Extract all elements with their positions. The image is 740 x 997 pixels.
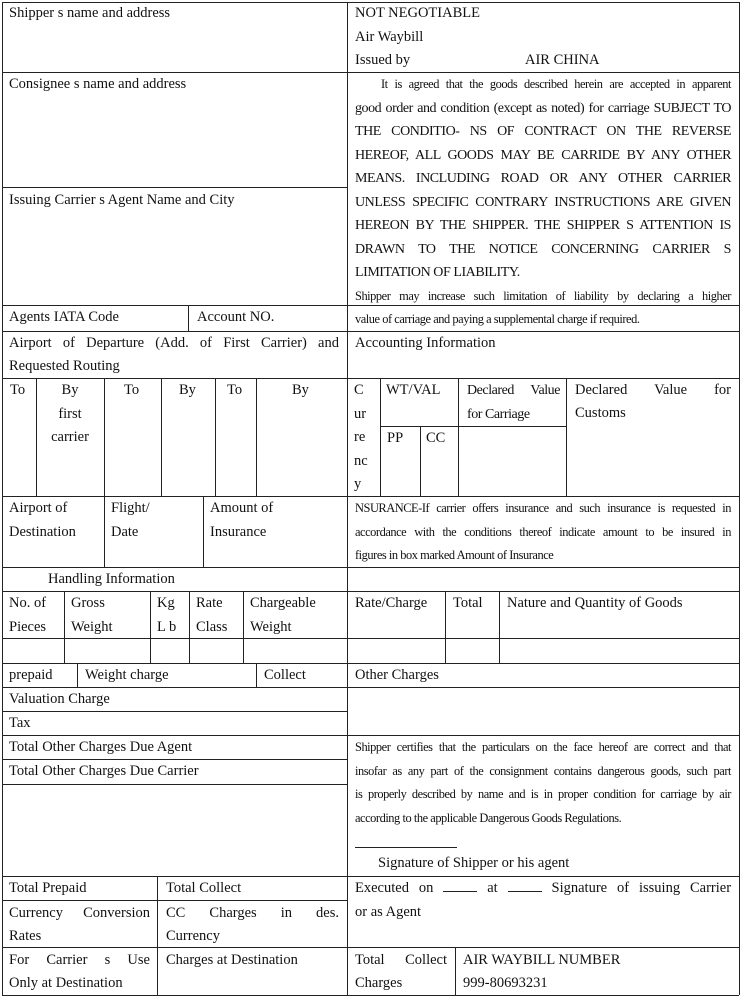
declared-carriage-line: for Carriage bbox=[467, 406, 530, 422]
rule bbox=[77, 663, 78, 687]
certification-line: according to the applicable Dangerous Goods Regulations. bbox=[355, 810, 622, 825]
declared-carriage-line: Declared Value bbox=[467, 383, 560, 398]
rule bbox=[189, 591, 190, 663]
agreement-text bbox=[355, 73, 731, 332]
flight-date-line: Flight/ bbox=[111, 500, 150, 516]
routing-by-line: carrier bbox=[51, 429, 89, 445]
kg-lb-line: L b bbox=[157, 618, 177, 635]
gross-weight-header bbox=[71, 592, 113, 639]
currency-fragment: ur bbox=[354, 405, 367, 422]
executed-place-field[interactable] bbox=[508, 878, 542, 892]
chargeable-weight-line: Chargeable bbox=[250, 595, 316, 611]
weight-charge-label: Weight charge bbox=[85, 667, 169, 683]
rule bbox=[2, 2, 3, 995]
increase-liability-line: value of carriage and paying a supplemental charge if required. bbox=[355, 312, 640, 326]
pp-label: PP bbox=[387, 430, 404, 446]
chargeable-weight-header bbox=[250, 592, 316, 639]
currency-fragment: re bbox=[354, 429, 366, 445]
at-label: at bbox=[487, 880, 498, 896]
air-waybill-title: Air Waybill bbox=[355, 29, 424, 45]
or-as-agent-label: or as Agent bbox=[355, 904, 422, 920]
routing-by-2: By bbox=[179, 382, 196, 398]
total-collect-charges-line2: Charges bbox=[355, 975, 403, 991]
collect-label: Collect bbox=[264, 667, 306, 683]
routing-to-1: To bbox=[10, 382, 26, 398]
rule bbox=[458, 378, 459, 496]
rule bbox=[2, 187, 347, 188]
rule bbox=[499, 591, 500, 663]
routing-by-line: first bbox=[58, 405, 82, 422]
routing-to-3: To bbox=[227, 382, 243, 398]
certification-line: insofar as any part of the consignment contains dangerous goods, such part bbox=[355, 763, 731, 778]
amount-insurance-label bbox=[210, 497, 273, 544]
account-no-label: Account NO. bbox=[197, 309, 275, 325]
tax-label: Tax bbox=[9, 715, 31, 731]
routing-by-first-carrier bbox=[37, 379, 103, 450]
shipper-name-address-label: Shipper s name and address bbox=[9, 5, 171, 21]
currency-fragment: y bbox=[354, 476, 362, 492]
agents-iata-code-label: Agents IATA Code bbox=[9, 309, 119, 325]
amount-insurance-line: Insurance bbox=[210, 523, 267, 540]
gross-weight-line: Weight bbox=[71, 618, 113, 635]
rule bbox=[157, 876, 158, 995]
currency-conversion-line1: Currency Conversion bbox=[9, 905, 150, 921]
consignee-name-address-label: Consignee s name and address bbox=[9, 76, 187, 92]
insurance-line: figures in box marked Amount of Insurance bbox=[355, 548, 554, 562]
nature-quantity-header: Nature and Quantity of Goods bbox=[507, 595, 683, 611]
rule bbox=[380, 378, 381, 496]
chargeable-weight-line: Weight bbox=[250, 618, 292, 635]
cc-charges-line2: Currency bbox=[166, 928, 220, 944]
total-other-charges-agent-label: Total Other Charges Due Agent bbox=[9, 739, 193, 755]
rule bbox=[2, 638, 739, 639]
insurance-text bbox=[355, 497, 731, 568]
departure-label-line1: Airport of Departure (Add. of First Carrier) and bbox=[9, 335, 339, 351]
rule bbox=[243, 591, 244, 663]
accounting-information-label: Accounting Information bbox=[355, 335, 496, 351]
shipper-signature-line[interactable] bbox=[355, 847, 457, 848]
other-charges-label: Other Charges bbox=[355, 667, 439, 683]
rule bbox=[256, 378, 257, 496]
cc-charges-line1: CC Charges in des. bbox=[166, 905, 339, 921]
executed-on-label: Executed on bbox=[355, 880, 434, 896]
agreement-line: It is agreed that the goods described herein are accepted in apparent bbox=[381, 77, 731, 91]
wt-val-label: WT/VAL bbox=[386, 382, 441, 398]
kg-lb-header bbox=[157, 592, 176, 639]
total-other-charges-carrier-label: Total Other Charges Due Carrier bbox=[9, 763, 199, 779]
declared-value-carriage-label bbox=[467, 379, 560, 426]
rate-class-line: Rate bbox=[196, 595, 223, 611]
destination-line: Destination bbox=[9, 523, 76, 540]
rule bbox=[445, 591, 446, 663]
agreement-line: THE CONDITIO- NS OF CONTRACT ON THE REVERSE bbox=[355, 124, 731, 139]
executed-on-line bbox=[355, 877, 731, 901]
rule bbox=[161, 378, 162, 496]
rule bbox=[455, 947, 456, 995]
total-collect-charges-line1: Total Collect bbox=[355, 952, 447, 968]
agreement-line: HEREOF, ALL GOODS MAY BE CARRIDE BY ANY OTHER bbox=[355, 147, 731, 163]
certification-line: Shipper certifies that the particulars on the face hereof are correct and that bbox=[355, 740, 731, 754]
agreement-line: LIMITATION OF LIABILITY. bbox=[355, 265, 520, 280]
destination-label bbox=[9, 497, 76, 544]
carrier-use-line1: For Carrier s Use bbox=[9, 952, 150, 968]
pieces-header-line: No. of bbox=[9, 595, 47, 611]
amount-insurance-line: Amount of bbox=[210, 500, 274, 516]
currency-label bbox=[354, 379, 368, 497]
valuation-charge-label: Valuation Charge bbox=[9, 691, 110, 707]
carrier-name: AIR CHINA bbox=[525, 52, 600, 68]
increase-liability-line: Shipper may increase such limitation of liability by declaring a higher bbox=[355, 288, 731, 303]
rule bbox=[420, 426, 421, 496]
rule bbox=[215, 378, 216, 496]
prepaid-label: prepaid bbox=[9, 667, 53, 683]
rate-charge-header: Rate/Charge bbox=[355, 595, 428, 611]
destination-line: Airport of bbox=[9, 500, 68, 516]
rule bbox=[380, 426, 566, 427]
kg-lb-line: Kg bbox=[157, 595, 175, 611]
currency-fragment: C bbox=[354, 382, 364, 398]
declared-value-customs-line2: Customs bbox=[575, 405, 626, 421]
insurance-line: accordance with the conditions thereof indicate amount to be insured in bbox=[355, 524, 731, 539]
rate-class-header bbox=[196, 592, 227, 639]
flight-date-label bbox=[111, 497, 150, 544]
rule bbox=[256, 663, 257, 687]
departure-label-line2: Requested Routing bbox=[9, 358, 120, 374]
certification-line: is properly described by name and is in proper condition for carriage by air bbox=[355, 787, 731, 801]
executed-date-field[interactable] bbox=[443, 878, 477, 892]
agreement-line: HEREON BY THE SHIPPER. THE SHIPPER S ATTENTION IS bbox=[355, 218, 731, 233]
issuing-agent-label: Issuing Carrier s Agent Name and City bbox=[9, 192, 235, 208]
agreement-line: DRAWN TO THE NOTICE CONCERNING CARRIER S bbox=[355, 241, 731, 257]
rate-class-line: Class bbox=[196, 618, 228, 635]
routing-by-3: By bbox=[292, 382, 309, 398]
awb-number: 999-80693231 bbox=[463, 975, 548, 991]
issued-by-label: Issued by bbox=[355, 52, 411, 68]
awb-number-label: AIR WAYBILL NUMBER bbox=[463, 952, 621, 968]
rule bbox=[104, 378, 105, 496]
rule bbox=[2, 947, 739, 948]
gross-weight-line: Gross bbox=[71, 595, 105, 611]
carrier-use-line2: Only at Destination bbox=[9, 975, 123, 991]
insurance-line: NSURANCE-If carrier offers insurance and such insurance is requested in bbox=[355, 501, 731, 515]
agreement-line: MEANS. INCLUDING ROAD OR ANY OTHER CARRIER bbox=[355, 171, 731, 186]
total-header: Total bbox=[453, 595, 483, 611]
cc-label: CC bbox=[426, 430, 446, 446]
rule bbox=[203, 496, 204, 567]
pieces-header-line: Pieces bbox=[9, 618, 47, 635]
declared-value-customs-line1: Declared Value for bbox=[575, 382, 731, 398]
signature-shipper-label: Signature of Shipper or his agent bbox=[378, 855, 570, 871]
not-negotiable-label: NOT NEGOTIABLE bbox=[355, 5, 480, 21]
rule bbox=[188, 305, 189, 331]
pieces-header bbox=[9, 592, 46, 639]
agreement-line: good order and condition (except as noted) for carriage SUBJECT TO bbox=[355, 100, 731, 116]
currency-fragment: nc bbox=[354, 452, 368, 469]
routing-to-2: To bbox=[124, 382, 140, 398]
signature-carrier-label: Signature of issuing Carrier bbox=[551, 880, 732, 896]
agreement-line: UNLESS SPECIFIC CONTRARY INSTRUCTIONS ARE GIVEN bbox=[355, 194, 731, 210]
rule bbox=[104, 496, 105, 567]
routing-by-line: By bbox=[61, 382, 79, 398]
rule bbox=[566, 378, 567, 496]
total-collect-label: Total Collect bbox=[166, 880, 242, 896]
shipper-certification-text bbox=[355, 736, 731, 830]
rule bbox=[150, 591, 151, 663]
rule bbox=[347, 2, 348, 995]
currency-conversion-line2: Rates bbox=[9, 928, 42, 944]
rule bbox=[2, 784, 347, 785]
charges-at-destination-label: Charges at Destination bbox=[166, 952, 298, 968]
rule bbox=[64, 591, 65, 663]
flight-date-line: Date bbox=[111, 523, 139, 540]
total-prepaid-label: Total Prepaid bbox=[9, 880, 87, 896]
handling-information-label: Handling Information bbox=[48, 571, 175, 587]
